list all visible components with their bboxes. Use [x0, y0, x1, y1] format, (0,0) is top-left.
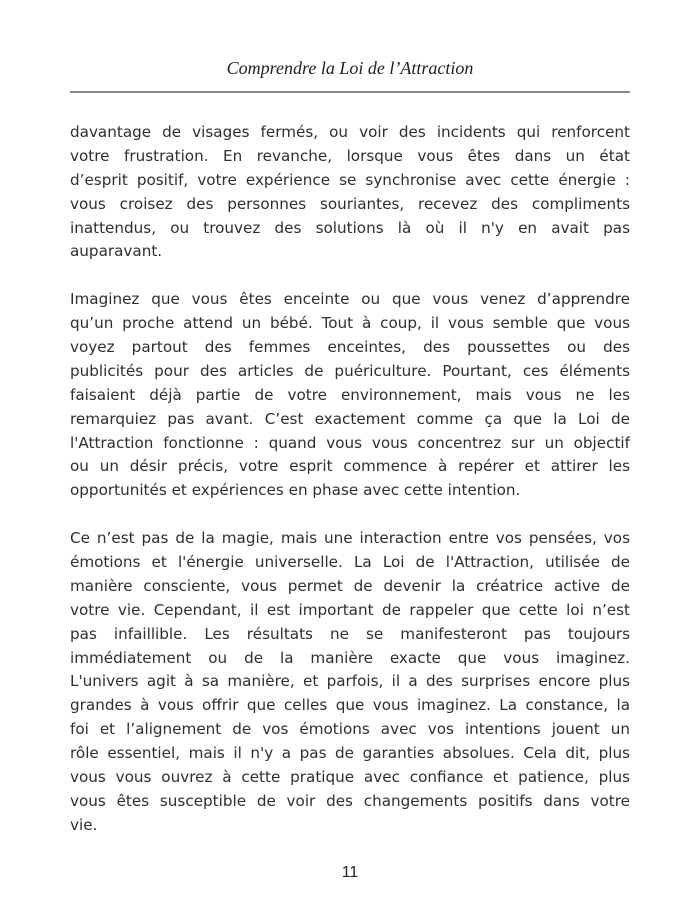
paragraph-2 — [70, 288, 630, 503]
header-divider — [70, 91, 630, 93]
text-line: auparavant. — [70, 242, 163, 261]
text-line: foi et l’alignement de vos émotions avec vos intentions jouent un — [70, 720, 630, 739]
text-line: votre frustration. En revanche, lorsque vous êtes dans un état — [70, 146, 630, 165]
text-line: pas infaillible. Les résultats ne se manifesteront pas toujours — [70, 624, 630, 643]
text-line: émotions et l'énergie universelle. La Loi de l'Attraction, utilisée de — [70, 553, 630, 572]
page-number: 11 — [341, 864, 359, 881]
text-line: vous êtes susceptible de voir des changements positifs dans votre — [70, 791, 630, 810]
text-line: qu’un proche attend un bébé. Tout à coup, il vous semble que vous — [70, 314, 630, 333]
text-line: l'Attraction fonctionne : quand vous vous concentrez sur un objectif — [70, 433, 630, 452]
text-line: manière consciente, vous permet de devenir la créatrice active de — [70, 576, 630, 595]
text-line: vie. — [70, 815, 98, 834]
text-line: davantage de visages fermés, ou voir des incidents qui renforcent — [70, 123, 630, 141]
running-header-title: Comprendre la Loi de l’Attraction — [226, 58, 474, 78]
text-line: voyez partout des femmes enceintes, des poussettes ou des — [70, 338, 630, 357]
text-line: immédiatement ou de la manière exacte que vous imaginez. — [70, 648, 630, 667]
text-line: remarquiez pas avant. C’est exactement comme ça que la Loi de — [70, 409, 630, 428]
text-line: votre vie. Cependant, il est important de rappeler que cette loi n’est — [70, 600, 630, 619]
text-line: Imaginez que vous êtes enceinte ou que vous venez d’apprendre — [70, 290, 630, 309]
text-line: opportunités et expériences en phase avec cette intention. — [70, 481, 521, 500]
text-line: faisaient déjà partie de votre environnement, mais vous ne les — [70, 385, 630, 404]
paragraph-1 — [70, 121, 630, 264]
paragraph-3 — [70, 527, 630, 838]
text-line: inattendus, ou trouvez des solutions là où il n'y en avait pas — [70, 218, 630, 237]
text-line: vous croisez des personnes souriantes, recevez des compliments — [70, 194, 630, 213]
text-line: grandes à vous offrir que celles que vous imaginez. La constance, la — [70, 696, 630, 715]
body-text — [70, 121, 630, 862]
text-line: publicités pour des articles de puériculture. Pourtant, ces éléments — [70, 361, 630, 380]
text-line: L'univers agit à sa manière, et parfois, il a des surprises encore plus — [70, 672, 630, 691]
text-line: d’esprit positif, votre expérience se synchronise avec cette énergie : — [70, 170, 630, 189]
text-line: ou un désir précis, votre esprit commence à repérer et attirer les — [70, 457, 630, 476]
text-line: vous vous ouvrez à cette pratique avec confiance et patience, plus — [70, 768, 630, 787]
text-line: rôle essentiel, mais il n'y a pas de garanties absolues. Cela dit, plus — [70, 744, 630, 763]
text-line: Ce n’est pas de la magie, mais une interaction entre vos pensées, vos — [70, 529, 630, 548]
